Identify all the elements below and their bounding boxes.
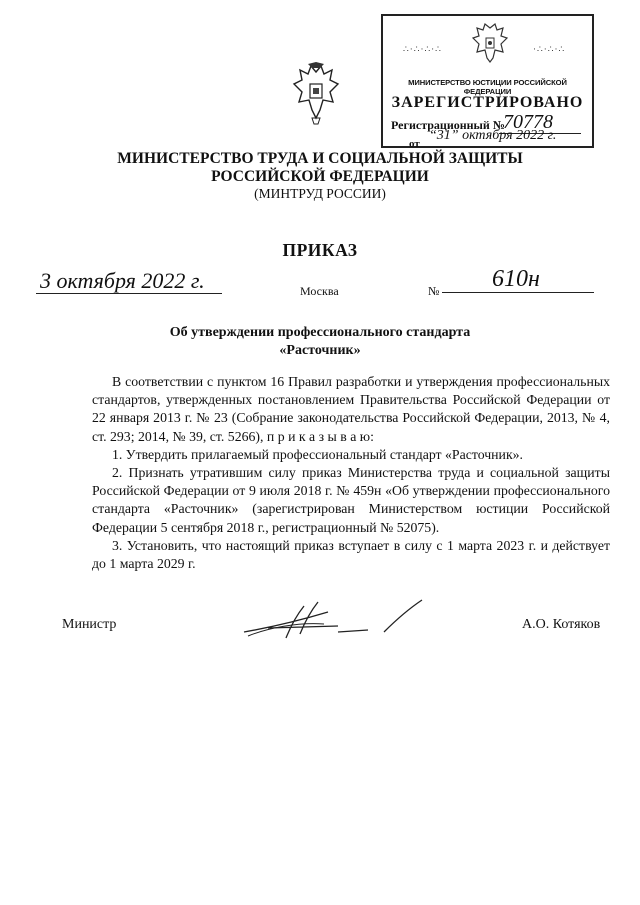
item-2-paragraph: 2. Признать утратившим силу приказ Министерства труда и социальной защиты Российской Федерации от 9 июля 2018 г. № 459н «Об утверждении профессионального стандарта «Расточник» (зарегистрирован Министерством юстиции Российской Федерации 5 сентября 2018 г., регистрационный № 52075).	[92, 465, 610, 535]
item-3-paragraph: 3. Установить, что настоящий приказ вступает в силу с 1 марта 2023 г. и действует до 1 марта 2029 г.	[92, 538, 610, 572]
item-1-paragraph: 1. Утвердить прилагаемый профессиональный стандарт «Расточник».	[112, 447, 523, 462]
order-date: 3 октября 2022 г.	[40, 268, 205, 293]
stamp-date-label: от	[409, 138, 420, 150]
signer-position: Министр	[62, 617, 117, 632]
stamp-reg-number: 70778	[503, 111, 553, 133]
stamp-registered: ЗАРЕГИСТРИРОВАНО	[391, 94, 584, 111]
ministry-name-line2: РОССИЙСКОЙ ФЕДЕРАЦИИ	[211, 168, 429, 185]
coat-of-arms-icon	[290, 62, 342, 126]
registration-stamp	[381, 14, 594, 148]
stamp-reg-label: Регистрационный №	[391, 118, 505, 132]
signer-name: А.О. Котяков	[522, 617, 601, 632]
preamble-paragraph: В соответствии с пунктом 16 Правил разработки и утверждения профессиональных стандартов, утвержденных постановлением Правительства Российской Федерации от 22 января 2013 г. № 23 (Собрание законодательства Российской Федерации, 2013, № 4, ст. 293; 2014, № 39, ст. 5266), п р и к а з ы в а ю:	[92, 374, 610, 444]
order-title: ПРИКАЗ	[282, 240, 358, 260]
decorative-dots: ∴·∴·∴·∴	[403, 44, 442, 54]
ministry-name-line1: МИНИСТЕРСТВО ТРУДА И СОЦИАЛЬНОЙ ЗАЩИТЫ	[117, 150, 523, 167]
order-subject-line1: Об утверждении профессионального стандарта	[169, 325, 471, 340]
order-city: Москва	[300, 284, 339, 298]
signature-mark	[238, 598, 428, 642]
coat-of-arms-icon	[471, 22, 509, 66]
decorative-dots: ·∴·∴·∴	[533, 44, 566, 54]
stamp-date: “31” октября 2022 г.	[429, 128, 557, 143]
stamp-ministry: МИНИСТЕРСТВО ЮСТИЦИИ РОССИЙСКОЙ ФЕДЕРАЦИИ	[408, 78, 567, 96]
order-number: 610н	[492, 266, 540, 292]
ministry-short-name: (МИНТРУД РОССИИ)	[254, 186, 386, 201]
order-subject-line2: «Расточник»	[279, 343, 361, 358]
number-sign: №	[428, 284, 440, 298]
divider	[36, 293, 222, 294]
